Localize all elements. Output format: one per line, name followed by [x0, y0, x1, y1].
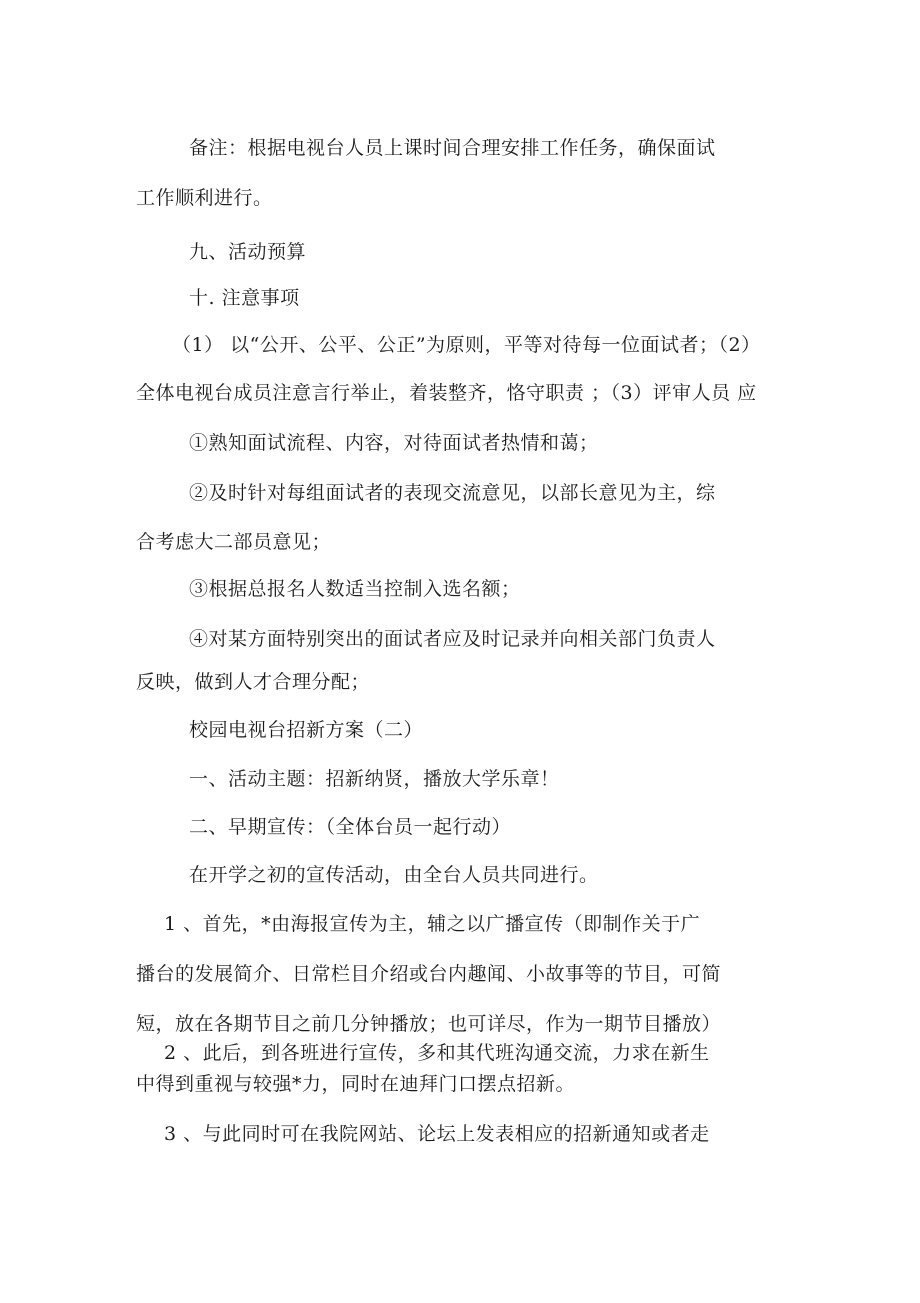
text-line: 九、活动预算 [189, 241, 307, 263]
text-line: （1） 以“公开、公平、公正”为原则，平等对待每一位面试者；（2） [172, 334, 761, 356]
text-line: 在开学之初的宣传活动，由全台人员共同进行。 [189, 864, 599, 886]
text-line: ③根据总报名人数适当控制入选名额； [189, 578, 521, 600]
text-line: 一、活动主题：招新纳贤，播放大学乐章！ [189, 768, 560, 790]
text-line: 校园电视台招新方案（二） [189, 719, 424, 741]
text-line: 合考虑大二部员意见； [136, 531, 332, 553]
text-line: ④对某方面特别突出的面试者应及时记录并向相关部门负责人 [189, 628, 716, 650]
text-line: ①熟知面试流程、内容，对待面试者热情和蔼； [189, 432, 599, 454]
text-line: 二、早期宣传：（全体台员一起行动） [189, 816, 512, 838]
text-line: 3 、与此同时可在我院网站、论坛上发表相应的招新通知或者走 [164, 1123, 710, 1145]
text-line: 工作顺利进行。 [136, 187, 273, 209]
text-line: 全体电视台成员注意言行举止，着装整齐，恪守职责 ；（3）评审人员 应 [136, 382, 757, 404]
text-line: ②及时针对每组面试者的表现交流意见，以部长意见为主，综 [189, 482, 716, 504]
text-line: 1 、首先，*由海报宣传为主，辅之以广播宣传（即制作关于广 [164, 913, 701, 935]
text-line: 备注：根据电视台人员上课时间合理安排工作任务，确保面试 [189, 137, 716, 159]
text-line: 短，放在各期节目之前几分钟播放；也可详尽，作为一期节目播放） [136, 1013, 722, 1035]
text-line: 2 、此后，到各班进行宣传，多和其代班沟通交流，力求在新生 [164, 1042, 710, 1064]
text-line: 反映，做到人才合理分配； [136, 671, 371, 693]
text-line: 中得到重视与较强*力，同时在迪拜门口摆点招新。 [136, 1073, 576, 1095]
text-line: 播台的发展简介、日常栏目介绍或台内趣闻、小故事等的节目，可简 [136, 963, 722, 985]
text-line: 十. 注意事项 [189, 287, 300, 309]
